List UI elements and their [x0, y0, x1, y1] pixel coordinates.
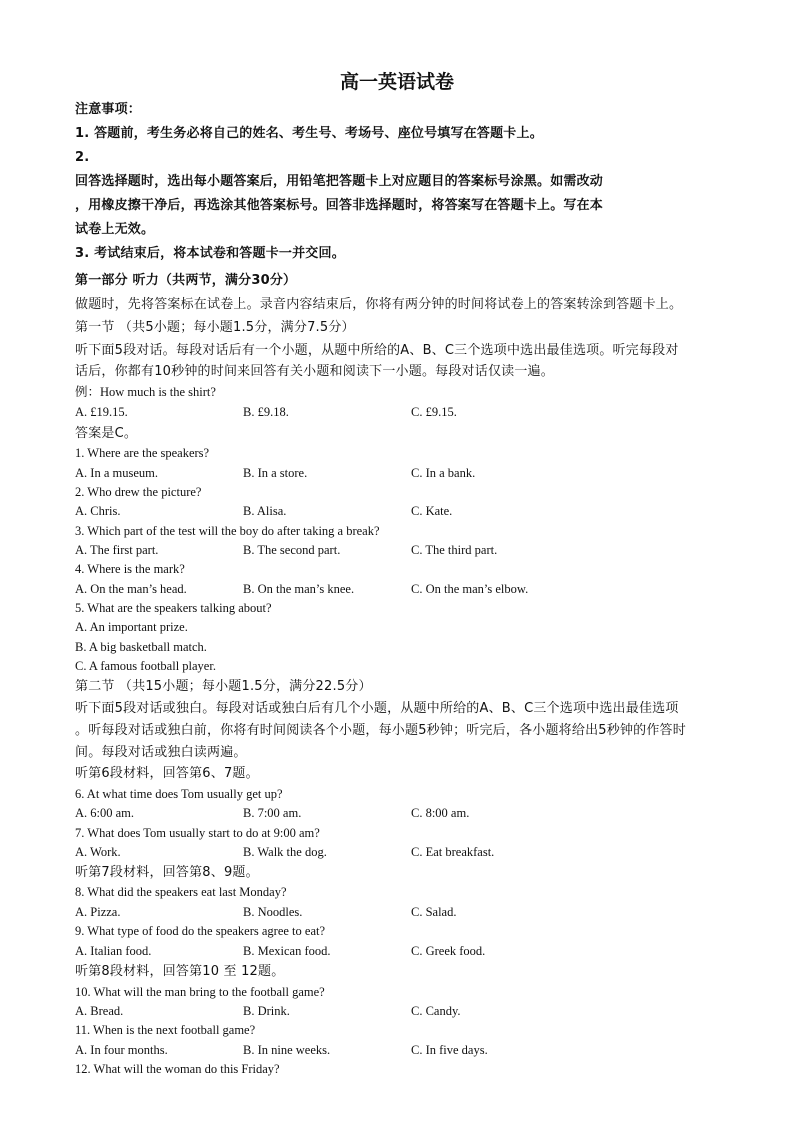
question-11-option-b: B. In nine weeks.	[243, 1043, 331, 1057]
question-3-option-b: B. The second part.	[243, 543, 341, 557]
section1-instruction-line-1: 听下面5段对话。每段对话后有一个小题，从题中所给的A、B、C三个选项中选出最佳选项。听完每段对	[75, 343, 679, 358]
question-1-option-b: B. In a store.	[243, 466, 308, 480]
question-10-option-c: C. Candy.	[411, 1004, 461, 1018]
question-10-option-a: A. Bread.	[75, 1004, 124, 1018]
exam-title: 高一英语试卷	[339, 71, 454, 93]
question-11-option-c: C. In five days.	[411, 1043, 488, 1057]
notice-heading: 注意事项：	[75, 102, 142, 117]
question-3: 3. Which part of the test will the boy do after taking a break?	[75, 524, 380, 538]
question-8-option-a: A. Pizza.	[75, 905, 121, 919]
section2-instruction-line-3: 间。每段对话或独白读两遍。	[75, 745, 247, 760]
example-option-a: A. £19.15.	[75, 405, 128, 419]
question-4-option-b: B. On the man’s knee.	[243, 582, 355, 596]
question-2-option-b: B. Alisa.	[243, 504, 287, 518]
section2-heading: 第二节 （共15小题；每小题1.5分，满分22.5分）	[75, 679, 372, 694]
notice-item-2-line-1: 回答选择题时，选出每小题答案后，用铅笔把答题卡上对应题目的答案标号涂黑。如需改动	[75, 174, 604, 189]
question-1-option-a: A. In a museum.	[75, 466, 158, 480]
question-8-option-b: B. Noodles.	[243, 905, 303, 919]
question-8-option-c: C. Salad.	[411, 905, 457, 919]
question-6: 6. At what time does Tom usually get up?	[75, 787, 283, 801]
group-6-heading: 听第6段材料，回答第6、7题。	[75, 766, 259, 781]
question-2-option-a: A. Chris.	[75, 504, 121, 518]
section2-instruction-line-2: 。听每段对话或独白前，你将有时间阅读各个小题，每小题5秒钟；听完后，各小题将给出5秒钟的作答时	[75, 723, 686, 738]
question-6-option-c: C. 8:00 am.	[411, 806, 470, 820]
part1-heading: 第一部分 听力（共两节，满分30分）	[75, 273, 297, 288]
example-question: 例：How much is the shirt?	[75, 385, 216, 399]
question-5-option-c: C. A famous football player.	[75, 659, 216, 673]
notice-item-2-line-2: ，用橡皮擦干净后，再选涂其他答案标号。回答非选择题时，将答案写在答题卡上。写在本	[75, 198, 604, 213]
notice-item-2-number: 2.	[75, 150, 90, 165]
question-4-option-a: A. On the man’s head.	[75, 582, 187, 596]
group-7-heading: 听第7段材料，回答第8、9题。	[75, 865, 259, 880]
example-option-c: C. £9.15.	[411, 405, 457, 419]
question-4: 4. Where is the mark?	[75, 562, 185, 576]
question-5-option-b: B. A big basketball match.	[75, 640, 207, 654]
question-7-option-a: A. Work.	[75, 845, 121, 859]
question-9: 9. What type of food do the speakers agree to eat?	[75, 924, 326, 938]
notice-item-1: 1. 答题前，考生务必将自己的姓名、考生号、考场号、座位号填写在答题卡上。	[75, 126, 543, 141]
question-1: 1. Where are the speakers?	[75, 446, 210, 460]
section1-heading: 第一节 （共5小题；每小题1.5分，满分7.5分）	[75, 320, 355, 335]
question-9-option-c: C. Greek food.	[411, 944, 486, 958]
question-2-option-c: C. Kate.	[411, 504, 453, 518]
part1-instruction: 做题时，先将答案标在试卷上。录音内容结束后，你将有两分钟的时间将试卷上的答案转涂到答题卡上。	[75, 297, 683, 312]
question-9-option-b: B. Mexican food.	[243, 944, 331, 958]
question-10: 10. What will the man bring to the football game?	[75, 985, 325, 999]
question-7-option-b: B. Walk the dog.	[243, 845, 327, 859]
question-3-option-a: A. The first part.	[75, 543, 159, 557]
section2-instruction-line-1: 听下面5段对话或独白。每段对话或独白后有几个小题，从题中所给的A、B、C三个选项中选出最佳选项	[75, 701, 679, 716]
example-option-b: B. £9.18.	[243, 405, 289, 419]
question-5-option-a: A. An important prize.	[75, 620, 188, 634]
question-11: 11. When is the next football game?	[75, 1023, 256, 1037]
question-10-option-b: B. Drink.	[243, 1004, 290, 1018]
question-7: 7. What does Tom usually start to do at 9:00 am?	[75, 826, 320, 840]
question-6-option-b: B. 7:00 am.	[243, 806, 302, 820]
question-7-option-c: C. Eat breakfast.	[411, 845, 495, 859]
question-12: 12. What will the woman do this Friday?	[75, 1062, 280, 1076]
example-answer: 答案是C。	[75, 426, 138, 441]
group-8-heading: 听第8段材料，回答第10 至 12题。	[75, 964, 285, 979]
question-11-option-a: A. In four months.	[75, 1043, 168, 1057]
notice-item-3: 3. 考试结束后，将本试卷和答题卡一并交回。	[75, 246, 345, 261]
question-3-option-c: C. The third part.	[411, 543, 498, 557]
notice-item-2-line-3: 试卷上无效。	[75, 222, 155, 237]
question-4-option-c: C. On the man’s elbow.	[411, 582, 529, 596]
question-6-option-a: A. 6:00 am.	[75, 806, 135, 820]
question-8: 8. What did the speakers eat last Monday?	[75, 885, 287, 899]
question-9-option-a: A. Italian food.	[75, 944, 152, 958]
question-1-option-c: C. In a bank.	[411, 466, 476, 480]
question-5: 5. What are the speakers talking about?	[75, 601, 272, 615]
question-2: 2. Who drew the picture?	[75, 485, 202, 499]
section1-instruction-line-2: 话后，你都有10秒钟的时间来回答有关小题和阅读下一小题。每段对话仅读一遍。	[75, 364, 554, 379]
